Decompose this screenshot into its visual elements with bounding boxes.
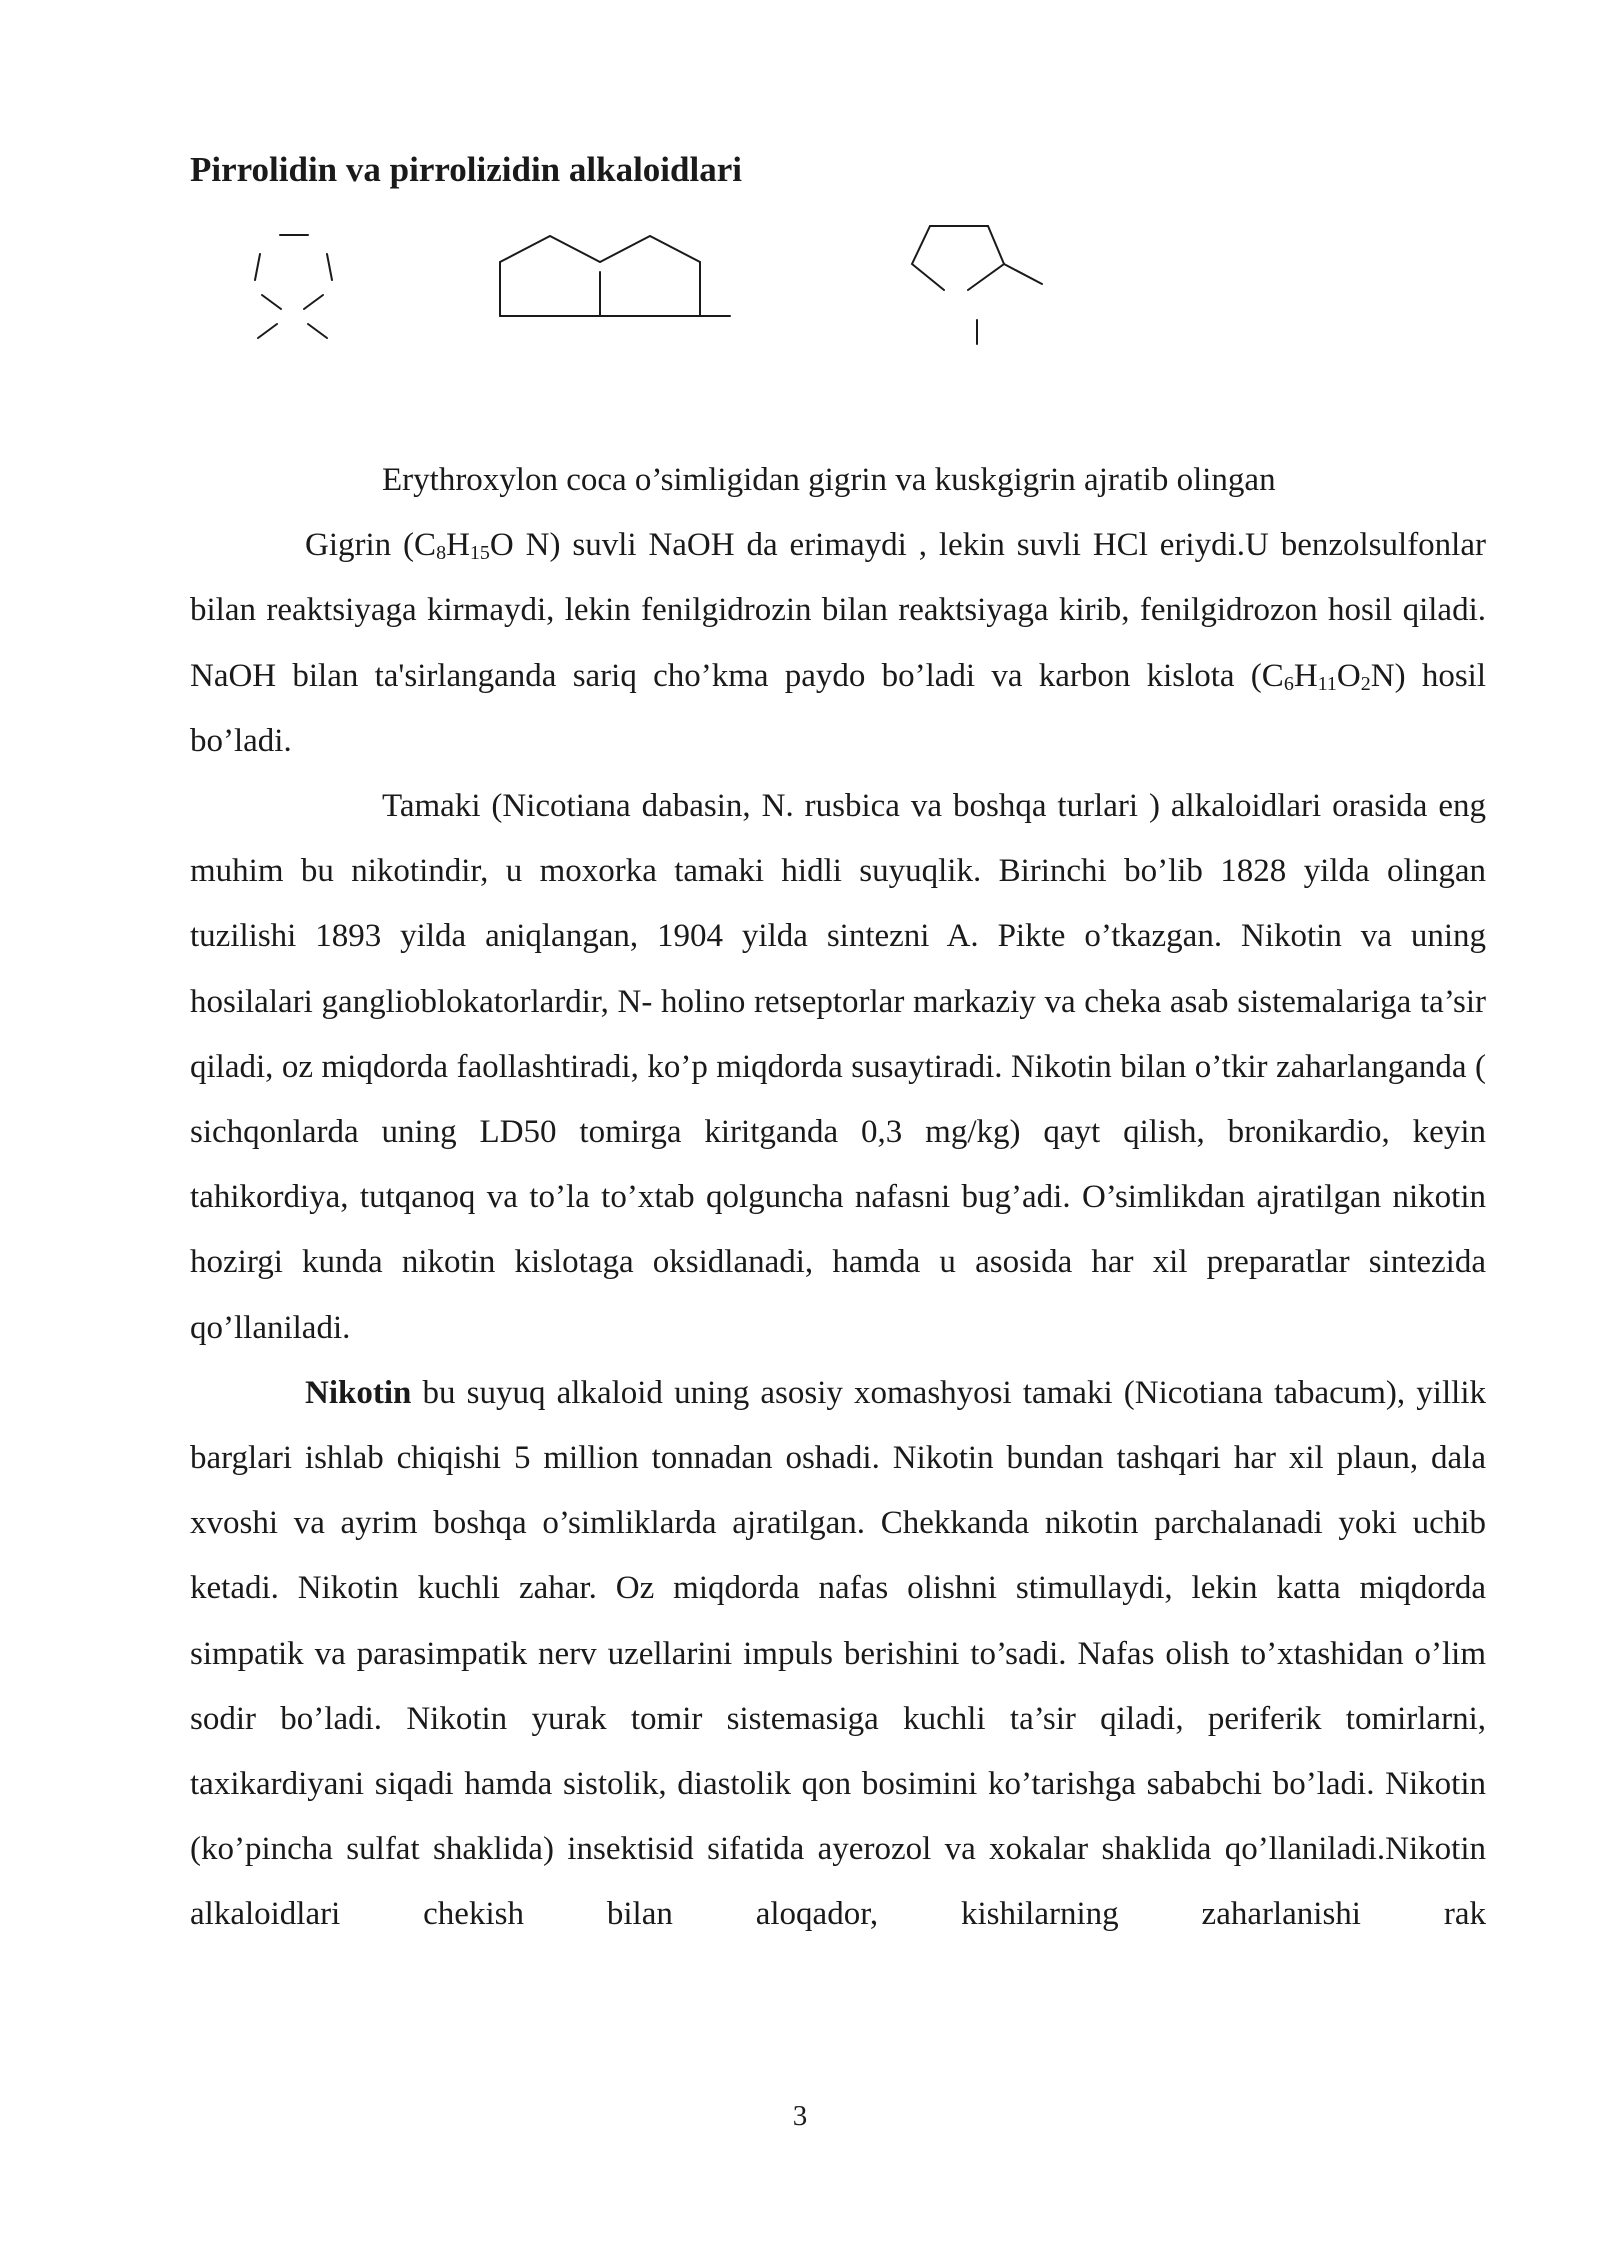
pyrrolizidine-structure xyxy=(500,236,730,316)
paragraph-gigrin xyxy=(190,513,1486,774)
subscript-o2: 2 xyxy=(1360,672,1371,695)
nikotin-text: bu suyuq alkaloid uning asosiy xomashyosi tamaki (Nicotiana tabacum), yillik barglari ishlab chiqishi 5 million tonnadan oshadi. Nikotin bundan tashqari har xil plaun, dala xvoshi va ayrim boshqa o’simliklarda ajratilgan. Chekkanda nikotin parchalanadi yoki uchib ketadi. Nikotin kuchli zahar. Oz miqdorda nafas olishni stimullaydi, lekin katta miqdorda simpatik va parasimpatik nerv uzellarini impuls berishini to’sadi. Nafas olish to’xtashidan o’lim sodir bo’ladi. Nikotin yurak tomir sistemasiga kuchli ta’sir qiladi, periferik tomirlarni, taxikardiyani siqadi hamda sistolik, diastolik qon bosimini ko’tarishga sababchi bo’ladi. Nikotin (ko’pincha sulfat shaklida) insektisid sifatida ayerozol va xokalar shaklida qo’llaniladi.Nikotin alkaloidlari chekish bilan aloqador, kishilarning zaharlanishi rak xyxy=(190,1374,1486,1933)
gigrin-text-1: Gigrin (C xyxy=(305,527,437,564)
gigrin-text-3: O N) suvli NaOH da erimaydi , lekin suvli HCl eriydi.U benzolsulfonlar bilan reaktsiyaga kirmaydi, lekin fenilgidrozin bilan reaktsiyaga kirib, fenilgidrozon hosil qiladi. NaOH bilan ta'sirlanganda sariq cho’kma paydo bo’ladi va karbon kislota (C xyxy=(190,527,1486,694)
paragraph-coca: Erythroxylon coca o’simligidan gigrin va kuskgigrin ajratib olingan xyxy=(382,462,1276,498)
page-number: 3 xyxy=(792,2100,808,2132)
subscript-c8: 8 xyxy=(436,542,447,565)
structure-drawings xyxy=(240,210,1100,360)
gigrin-text-2: H xyxy=(446,527,470,564)
methylpyrrolidine-structure xyxy=(912,226,1042,344)
subscript-h11: 11 xyxy=(1317,672,1337,695)
paragraph-nikotin xyxy=(190,1361,1486,1948)
subscript-h15: 15 xyxy=(469,542,490,565)
subscript-c6: 6 xyxy=(1283,672,1294,695)
pyrrolidine-structure xyxy=(255,235,332,338)
gigrin-text-5: O xyxy=(1336,657,1361,694)
section-heading: Pirrolidin va pirrolizidin alkaloidlari xyxy=(190,150,742,189)
chemical-structures xyxy=(240,210,1100,360)
nikotin-bold-term: Nikotin xyxy=(305,1374,412,1411)
gigrin-text-6: N) hosil bo’ladi. xyxy=(190,657,1486,759)
body-text xyxy=(190,448,1486,1948)
gigrin-text-4: H xyxy=(1293,657,1318,694)
paragraph-tamaki: Tamaki (Nicotiana dabasin, N. rusbica va boshqa turlari ) alkaloidlari orasida eng muhim bu nikotindir, u moxorka tamaki hidli suyuqlik. Birinchi bo’lib 1828 yilda olingan tuzilishi 1893 yilda aniqlangan, 1904 yilda sintezni A. Pikte o’tkazgan. Nikotin va uning hosilalari ganglioblokatorlardir, N- holino retseptorlar markaziy va cheka asab sistemalariga ta’sir qiladi, oz miqdorda faollashtiradi, ko’p miqdorda susaytiradi. Nikotin bilan o’tkir zaharlanganda ( sichqonlarda uning LD50 tomirga kiritganda 0,3 mg/kg) qayt qilish, bronikardio, keyin tahikordiya, tutqanoq va to’la to’xtab qolguncha nafasni bug’adi. O’simlikdan ajratilgan nikotin hozirgi kunda nikotin kislotaga oksidlanadi, hamda u asosida har xil preparatlar sintezida qo’llaniladi. xyxy=(190,788,1486,1346)
